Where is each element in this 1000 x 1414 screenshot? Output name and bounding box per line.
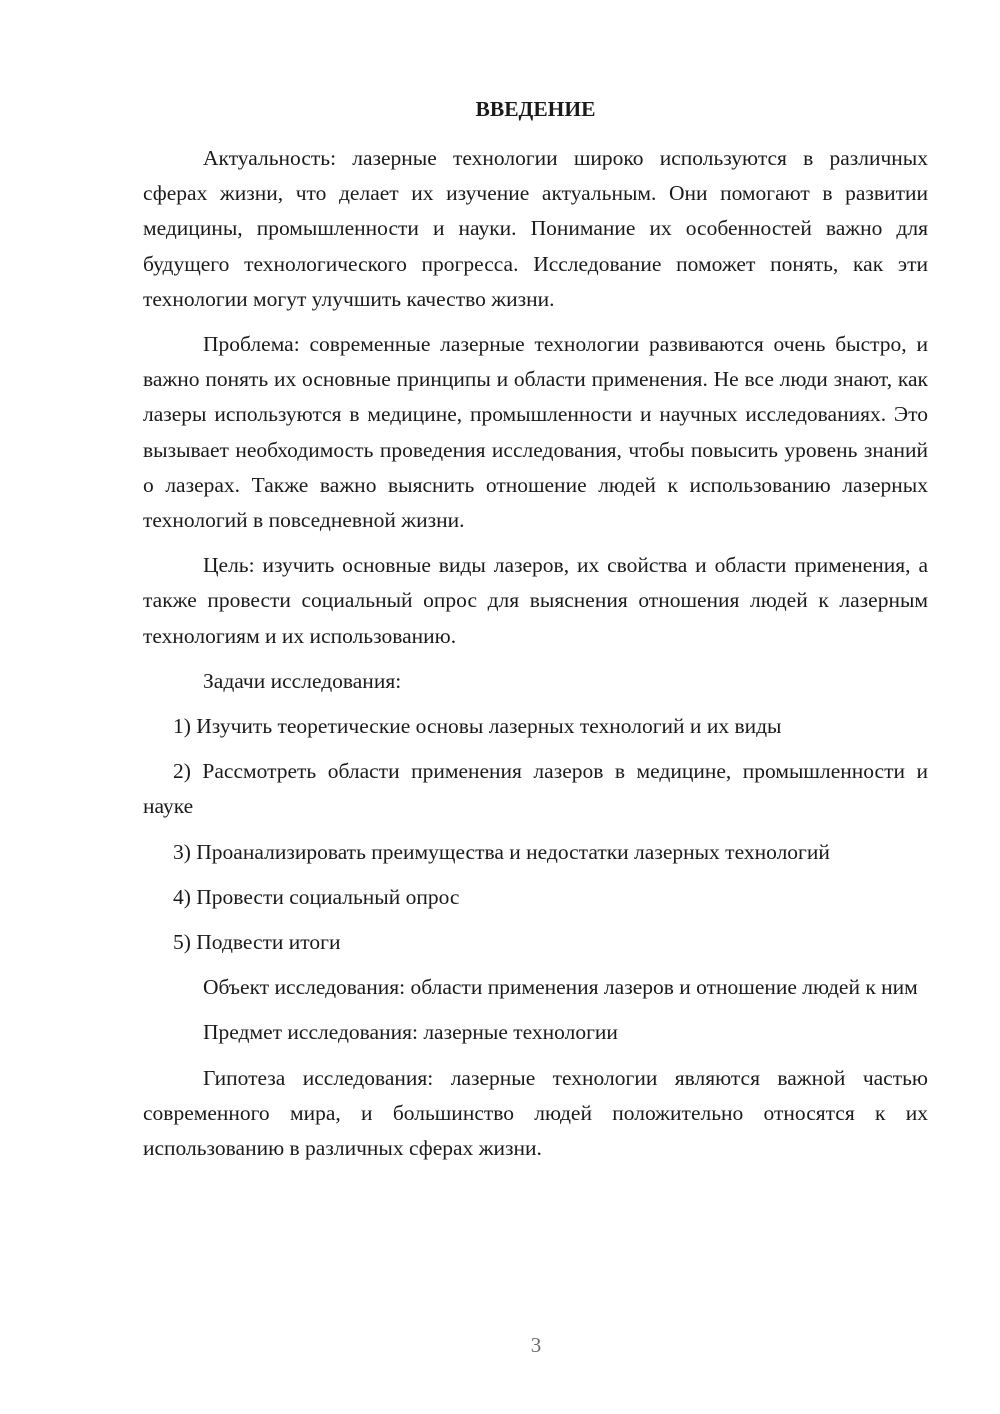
task-item-2: 2) Рассмотреть области применения лазеров в медицине, промышленности и науке [143,759,928,819]
task-item-5: 5) Подвести итоги [173,930,341,955]
task-item-4: 4) Провести социальный опрос [173,884,460,909]
problem-paragraph: Проблема: современные лазерные технологии развиваются очень быстро, и важно понять их основные принципы и области применения. Не все люди знают, как лазеры используются в медицине, промышленности и научных исследованиях. Это вызывает необходимость проведения исследования, чтобы повысить уровень знаний о лазерах. Также важно выяснить отношение людей к использованию лазерных технологий в повседневной жизни. [143,332,928,533]
hypothesis-paragraph: Гипотеза исследования: лазерные технологии являются важной частью современного мира, и большинство людей положительно относятся к их использованию в различных сферах жизни. [143,1065,928,1161]
relevance-paragraph: Актуальность: лазерные технологии широко используются в различных сферах жизни, что делает их изучение актуальным. Они помогают в развитии медицины, промышленности и науки. Понимание их особенностей важно для будущего технологического прогресса. Исследование поможет понять, как эти технологии могут улучшить качество жизни. [143,146,928,311]
section-title: ВВЕДЕНИЕ [475,97,596,121]
task-item-3: 3) Проанализировать преимущества и недостатки лазерных технологий [173,839,830,864]
page-content [143,92,928,1176]
task-item-1: 1) Изучить теоретические основы лазерных технологий и их виды [173,714,782,739]
page-number: 3 [530,1333,542,1357]
object-paragraph: Объект исследования: области применения лазеров и отношение людей к ним [203,975,918,1000]
subject-paragraph: Предмет исследования: лазерные технологии [203,1020,618,1045]
tasks-heading: Задачи исследования: [203,668,402,693]
goal-paragraph: Цель: изучить основные виды лазеров, их свойства и области применения, а также провести социальный опрос для выяснения отношения людей к лазерным технологиям и их использованию. [143,553,928,648]
